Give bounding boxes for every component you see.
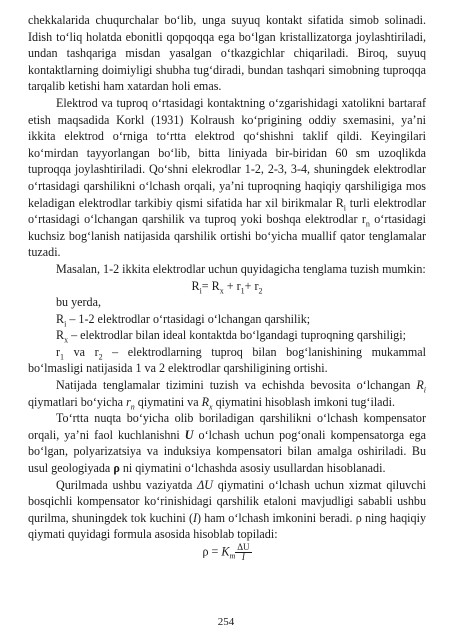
page-number: 254 <box>217 616 235 628</box>
equation-1: $R_i= R_x + r_1+ r_2$ <box>191 278 263 295</box>
fraction: $\frac{\Delta U}{I}$ <box>237 542 250 562</box>
equation-rho: $\rho = K_m$ $\frac{\Delta U}{I}$ <box>202 542 250 562</box>
page-text-block <box>28 12 426 561</box>
paragraph-four-point: To‘rtta nuqta bo‘yicha olib boriladigan qarshilikni o‘lchash kompensator orqali, ya’ni faol kuchlanishni U o‘lchash uchun pog‘onali kompensatorga ega bo‘lgan, polyarizatsiya va induksiya kompensatori bilan amalga oshiriladi. Bu usul geologiyada ρ ni qiymatini o‘lchashda asosiy usullardan hisoblanadi. <box>28 411 426 476</box>
definition-r1-r2: $r_1$ va $r_2$ – elektrodlarning tuproq bilan bog‘lanishining mukammal bo‘lmasligi natijasida 1 va 2 elektrodlar qarshiligining ortishi. <box>28 344 426 376</box>
paragraph-device: Qurilmada ushbu vaziyatda ΔU qiymatini o‘lchash uchun xizmat qiluvchi bosqichli kompensator ko‘rinishidagi qarshilik etaloni mavjudligi sababli ushbu qurilma, shuningdek tok kuchini (I) ham o‘lchash imkonini beradi. ρ ning haqiqiy qiymati quyidagi formula asosida hisoblab topiladi: <box>28 477 427 542</box>
paragraph-3: Masalan, 1-2 ikkita elektrodlar uchun quyidagicha tenglama tuzish mumkin: <box>56 261 426 276</box>
definition-ri: $R_i - 1-2$ elektrodlar o‘rtasidagi o‘lchangan qarshilik; <box>56 311 311 329</box>
paragraph-1: chekkalarida chuqurchalar bo‘lib, unga suyuq kontakt sifatida simob solinadi. Idish to‘liq holatda ebonitli qopqoqqa ega bo‘lgan kristallizatorga joylashtiriladi, undan tashqariga misdan yasalgan o‘tkazgichlar chiqariladi. Biroq, suyuq kontaktlarning doimiyligi shubha tug‘diradi, bundan tashqari simobning tuproqqa tarqalib ketishi ham xatardan holi emas. <box>28 13 426 94</box>
paragraph-2: Elektrod va tuproq o‘rtasidagi kontaktning o‘zgarishidagi xatolikni bartaraf etish maqsadida Korkl (1931) Kolraush ko‘prigining oddiy sxemasini, ya’ni ikkita elektrod o‘rniga to‘rtta elektrod qo‘shishni taklif qildi. Keyingilari ko‘mirdan tayyorlangan bo‘lib, bitta liniyada bir-biridan 60 sm uzoqlikda tuproqqa joylashtiriladi. Qo‘shni elekrodlar 1-2, 2-3, 3-4, shuningdek elektrodlar o‘rtasidagi qarshilikni o‘lchash orqali, ya’ni tuproqning haqiqiy qarshiligiga mos keladigan elektrodlar tarkibiy qismi sifatida har xil birikmalar $R_i$ turli elektrodlar o‘rtasidagi o‘lchangan qarshilik va tuproq yoki boshqa elektrodlar $r_n$ o‘rtasidagi kuchsiz bog‘lanish natijasida qarshilik ortishi bo‘yicha muallif qator tenglamalar tuzadi. <box>28 95 426 260</box>
paragraph-where: bu yerda, <box>56 295 101 310</box>
paragraph-result: Natijada tenglamalar tizimini tuzish va echishda bevosita o‘lchangan $R_i$ qiymatlari bo‘yicha $r_n$ qiymatini va $R_x$ qiymatini hisoblash imkoni tug‘iladi. <box>28 378 426 412</box>
definition-rx: $R_x$ – elektrodlar bilan ideal kontaktda bo‘lgandagi tuproqning qarshiligi; <box>56 328 406 345</box>
